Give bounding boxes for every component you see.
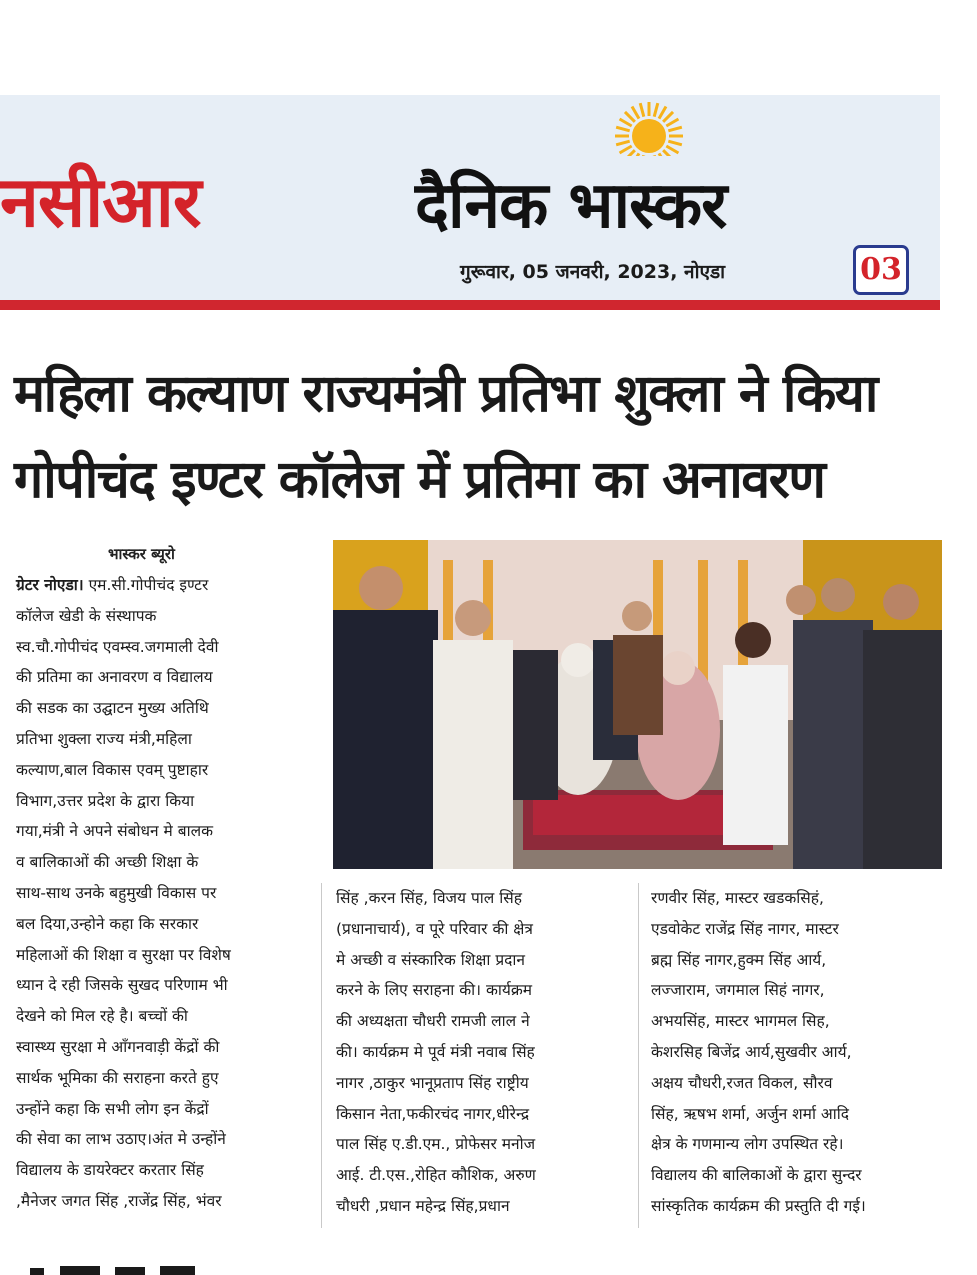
sun-ray	[668, 141, 682, 145]
article-line: की अध्यक्षता चौधरी रामजी लाल ने	[336, 1012, 530, 1031]
article-line: केशरसिह बिजेंद्र आर्य,सुखवीर आर्य,	[651, 1042, 852, 1061]
article-line: उन्होंने कहा कि सभी लोग इन केंद्रों	[16, 1099, 209, 1118]
person-right	[863, 630, 942, 869]
column-divider	[638, 883, 639, 1228]
article-line: सिंह, ऋषभ शर्मा, अर्जुन शर्मा आदि	[651, 1104, 849, 1123]
headline-line-2: गोपीचंद इण्टर कॉलेज में प्रतिमा का अनावरण	[14, 450, 825, 510]
article-column-1	[16, 570, 308, 1217]
sun-ray	[659, 107, 666, 119]
article-line: की। कार्यक्रम मे पूर्व मंत्री नवाब सिंह	[336, 1042, 535, 1061]
article-line	[16, 570, 308, 601]
article-line: पाल सिंह ए.डी.एम., प्रोफेसर मनोज	[336, 1135, 536, 1154]
person-left	[333, 610, 438, 869]
article-line: स्व.चौ.गोपीचंद एवम्स्व.जगमाली देवी	[16, 637, 219, 656]
article-line: रणवीर सिंह, मास्टर खडकसिहं,	[651, 889, 824, 907]
event-photo	[333, 540, 942, 869]
column-divider	[321, 883, 322, 1228]
article-line: ध्यान दे रही जिसके सुखद परिणाम भी	[16, 976, 228, 995]
headline-line-1: महिला कल्याण राज्यमंत्री प्रतिभा शुक्ला ने किया	[14, 364, 877, 424]
sun-ray	[632, 107, 639, 119]
sun-ray	[616, 127, 630, 131]
article-line: मे अच्छी व संस्कारिक शिक्षा प्रदान	[336, 950, 525, 969]
article-line: नागर ,ठाकुर भानूप्रताप सिंह राष्ट्रीय	[336, 1073, 529, 1092]
byline: भास्कर ब्यूरो	[108, 545, 175, 563]
article-line: आई. टी.एस.,रोहित कौशिक, अरुण	[336, 1166, 536, 1185]
sun-ray	[666, 119, 678, 126]
person-head	[786, 585, 816, 615]
dateline-lead: ग्रेटर नोएडा।	[16, 576, 84, 594]
article-line: करने के लिए सराहना की। कार्यक्रम	[336, 981, 533, 1000]
sun-ray	[666, 146, 678, 153]
person-head	[735, 622, 771, 658]
sun-ray	[616, 141, 630, 145]
article-line: की प्रतिमा का अनावरण व विद्यालय	[16, 668, 213, 687]
article-line: विभाग,उत्तर प्रदेश के द्वारा किया	[16, 791, 195, 810]
article-line-text: एम.सी.गोपीचंद इण्टर	[83, 576, 209, 594]
article-line: साथ-साथ उनके बहुमुखी विकास पर	[16, 883, 217, 902]
section-title: नसीआर	[0, 161, 201, 243]
article-line: सिंह ,करन सिंह, विजय पाल सिंह	[336, 889, 522, 907]
article-line: गया,मंत्री ने अपने संबोधन मे बालक	[16, 822, 214, 841]
article-line: एडवोकेट राजेंद्र सिंह नागर, मास्टर	[651, 919, 839, 938]
article-line: प्रतिभा शुक्ला राज्य मंत्री,महिला	[16, 729, 192, 748]
person-head	[622, 601, 652, 631]
article-line: बल दिया,उन्होने कहा कि सरकार	[16, 914, 199, 933]
article-line: ब्रह्म सिंह नागर,हुक्म सिंह आर्य,	[651, 950, 827, 969]
statue-male-head	[561, 643, 595, 677]
article-line: स्वास्थ्य सुरक्षा मे आँगनवाड़ी केंद्रों की	[16, 1037, 220, 1056]
sun-ray	[625, 112, 635, 122]
person-left-head	[359, 566, 403, 610]
sun-ray	[640, 103, 644, 117]
article-line: किसान नेता,फकीरचंद नागर,धीरेन्द्र	[336, 1104, 530, 1123]
article-line: विद्यालय के डायरेक्टर करतार सिंह	[16, 1161, 204, 1180]
person-head	[883, 584, 919, 620]
article-line: कल्याण,बाल विकास एवम् पुष्टाहार	[16, 760, 209, 779]
article-column-2	[336, 883, 628, 1222]
article-line: (प्रधानाचार्य), व पूरे परिवार की क्षेत्र	[336, 919, 533, 938]
person-white-kurta	[433, 640, 513, 869]
sun-ray	[654, 103, 658, 117]
page-number-badge: 03	[853, 245, 909, 295]
sun-disc	[632, 119, 666, 153]
sun-ray	[663, 112, 673, 122]
article-line: सांस्कृतिक कार्यक्रम की प्रस्तुति दी गई।	[651, 1196, 866, 1215]
article-line: कॉलेज खेडी के संस्थापक	[16, 606, 157, 625]
article-line: चौधरी ,प्रधान महेन्द्र सिंह,प्रधान	[336, 1196, 510, 1215]
person-head	[821, 578, 855, 612]
sun-ray	[620, 146, 632, 153]
article-line: महिलाओं की शिक्षा व सुरक्षा पर विशेष	[16, 945, 231, 964]
sun-ray	[668, 127, 682, 131]
article-line: व बालिकाओं की अच्छी शिक्षा के	[16, 853, 199, 872]
person-head	[455, 600, 491, 636]
article-line: देखने को मिल रहे है। बच्चों की	[16, 1007, 188, 1026]
article-line: सार्थक भूमिका की सराहना करते हुए	[16, 1068, 219, 1087]
person-brown-jacket	[613, 635, 663, 735]
next-article-cut-text	[30, 1262, 200, 1275]
statue-female-head	[661, 651, 695, 685]
article-line: अभयसिंह, मास्टर भागमल सिह,	[651, 1012, 830, 1031]
article-line: की सेवा का लाभ उठाए।अंत मे उन्होंने	[16, 1130, 226, 1149]
paper-name: दैनिक भास्कर	[415, 169, 727, 243]
article-column-3	[651, 883, 943, 1222]
dateline: गुरूवार, 05 जनवरी, 2023, नोएडा	[460, 261, 726, 283]
article-line: अक्षय चौधरी,रजत विकल, सौरव	[651, 1073, 833, 1092]
sun-icon	[613, 100, 685, 172]
article-line: ,मैनेजर जगत सिंह ,राजेंद्र सिंह, भंवर	[16, 1191, 222, 1210]
person-right-group	[793, 620, 873, 869]
article-line: क्षेत्र के गणमान्य लोग उपस्थित रहे।	[651, 1135, 844, 1154]
person-dark-suit	[513, 650, 558, 800]
article-line: लज्जाराम, जगमाल सिहं नागर,	[651, 981, 825, 1000]
sun-ray	[620, 119, 632, 126]
article-line: विद्यालय की बालिकाओं के द्वारा सुन्दर	[651, 1166, 862, 1185]
person-doctor-coat	[723, 665, 788, 845]
article-line: की सडक का उद्घाटन मुख्य अतिथि	[16, 699, 209, 718]
masthead-rule	[0, 300, 940, 310]
